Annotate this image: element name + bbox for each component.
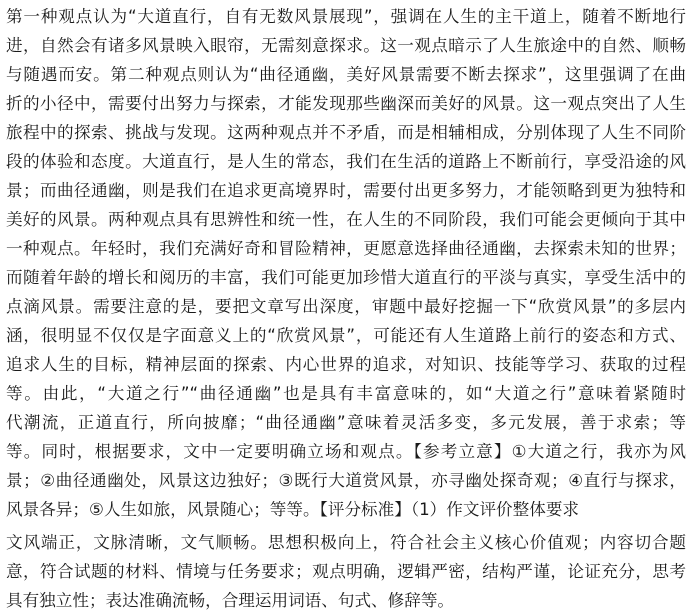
text-line: 文风端正，文脉清晰，文气顺畅。思想积极向上，符合社会主义核心价值观；内容切合题 [6,533,686,552]
text-line: 风景各异；⑤人生如旅，风景随心；等等。【评分标准】（1）作文评价整体要求 [6,500,580,519]
text-line: 美好的风景。两种观点具有思辨性和统一性，在人生的不同阶段，我们可能会更倾向于其中 [6,210,686,229]
text-line: 而随着年龄的增长和阅历的丰富，我们可能更加珍惜大道直行的平淡与真实，享受生活中的 [6,268,686,287]
text-line: 代潮流，正道直行，所向披靡；“曲径通幽”意味着灵活多变，多元发展，善于求索；等 [6,413,686,432]
text-line: 第一种观点认为“大道直行，自有无数风景展现”，强调在人生的主干道上，随着不断地行 [6,7,686,26]
text-line: 等。由此，“大道之行”“曲径通幽”也是具有丰富意味的，如“大道之行”意味着紧随时 [6,384,686,403]
text-line: 一种观点。年轻时，我们充满好奇和冒险精神，更愿意选择曲径通幽，去探索未知的世界； [6,239,686,258]
text-line: 追求人生的目标，精神层面的探索、内心世界的追求，对知识、技能等学习、获取的过程 [6,355,686,374]
text-line: 旅程中的探索、挑战与发现。这两种观点并不矛盾，而是相辅相成，分别体现了人生不同阶 [6,123,686,142]
text-line: 具有独立性；表达准确流畅，合理运用词语、句式、修辞等。 [6,591,455,610]
text-line: 进，自然会有诸多风景映入眼帘，无需刻意探求。这一观点暗示了人生旅途中的自然、顺畅 [6,36,686,55]
text-line: 意，符合试题的材料、情境与任务要求；观点明确，逻辑严密，结构严谨，论证充分，思考 [6,562,686,581]
text-line: 景；②曲径通幽处，风景这边独好；③既行大道赏风景，亦寻幽处探奇观；④直行与探求， [6,471,686,490]
text-line: 点滴风景。需要注意的是，要把文章写出深度，审题中最好挖掘一下“欣赏风景”的多层内 [6,297,686,316]
text-line: 折的小径中，需要付出努力与探索，才能发现那些幽深而美好的风景。这一观点突出了人生 [6,94,686,113]
text-line: 景；而曲径通幽，则是我们在追求更高境界时，需要付出更多努力，才能领略到更为独特和 [6,181,686,200]
text-line: 等。同时，根据要求，文中一定要明确立场和观点。【参考立意】①大道之行，我亦为风 [6,442,686,461]
text-line: 涵，很明显不仅仅是字面意义上的“欣赏风景”，可能还有人生道路上前行的姿态和方式、 [6,326,686,345]
text-line: 与随遇而安。第二种观点则认为“曲径通幽，美好风景需要不断去探求”，这里强调了在曲 [6,65,686,84]
text-line: 段的体验和态度。大道直行，是人生的常态，我们在生活的道路上不断前行，享受沿途的风 [6,152,686,171]
